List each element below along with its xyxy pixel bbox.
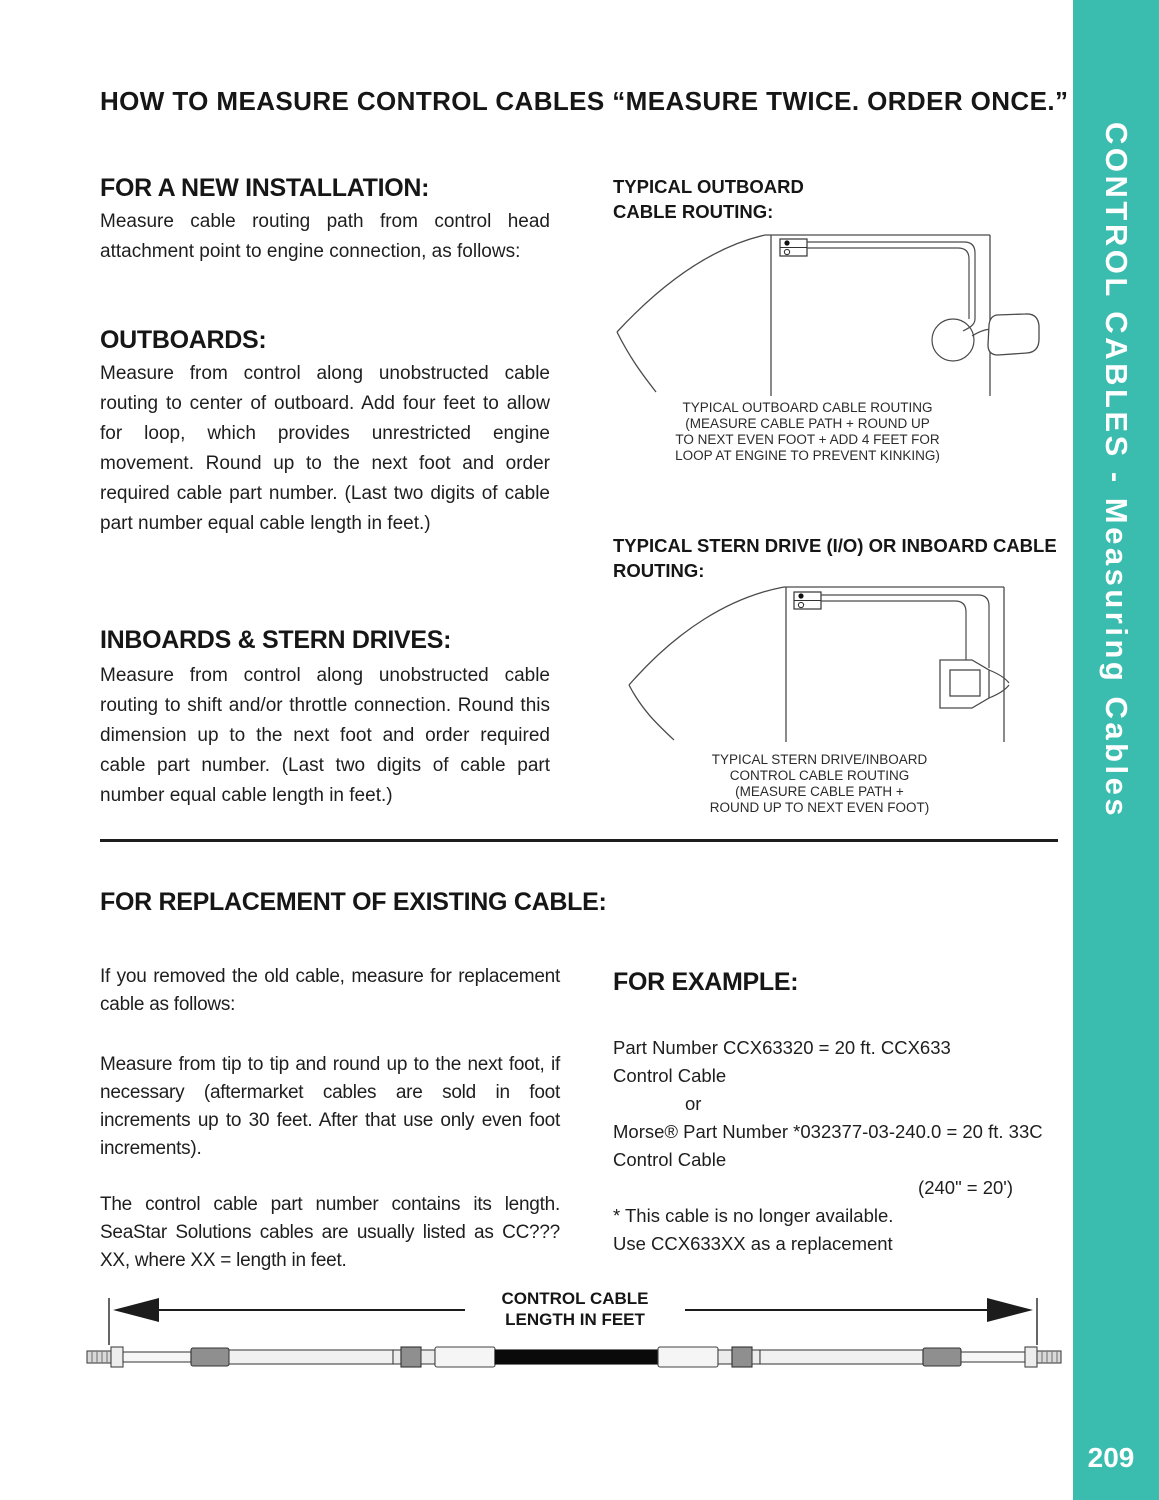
outboard-routing-diagram [612,226,1048,400]
inboards-body: Measure from control along unobstructed cable routing to shift and/or throttle connection. Round this dimension up to the next foot and order required cable part number. (Last two digits of cable part number equal cable length in feet.) [100,665,550,806]
cable-length-label [465,1288,685,1330]
caption-line: TO NEXT EVEN FOOT + ADD 4 FEET FOR [675,432,940,447]
replacement-para-3: The control cable part number contains its length. SeaStar Solutions cables are usually listed as CC???XX, where XX = length in feet. [100,1194,560,1271]
example-replacement-note: Use CCX633XX as a replacement [613,1233,893,1254]
outboard-diagram-caption [640,400,975,464]
example-cable-name: Control Cable [613,1149,727,1170]
caption-line: (MEASURE CABLE PATH + [735,784,904,799]
inboards-heading: INBOARDS & STERN DRIVES: [100,626,452,654]
section-divider [100,839,1058,842]
outboard-routing-label: TYPICAL OUTBOARD CABLE ROUTING: [613,176,804,222]
caption-line: LOOP AT ENGINE TO PREVENT KINKING) [675,448,940,463]
outboard-motor [988,314,1039,355]
example-cable-name: Control Cable [613,1065,727,1086]
cable-routing-path [821,595,989,670]
example-part-number: Part Number CCX63320 = 20 ft. CCX633 [613,1037,951,1058]
stern-drive-unit [989,670,1009,698]
page-title: HOW TO MEASURE CONTROL CABLES “MEASURE TWICE. ORDER ONCE.” [100,86,1069,116]
inboard-engine [940,660,989,708]
cable-routing-path [807,242,994,361]
replacement-para-1: If you removed the old cable, measure for replacement cable as follows: [100,966,560,1015]
caption-line: CONTROL CABLE ROUTING [729,768,910,783]
stern-drive-routing-diagram [612,582,1052,750]
section-tab-bar [1073,0,1159,1500]
caption-line: TYPICAL STERN DRIVE/INBOARD [711,752,928,767]
stern-drive-diagram-caption [677,752,962,816]
example-block [613,1034,1043,1258]
example-morse-part-number: Morse® Part Number *032377-03-240.0 = 20 ft. 33C [613,1121,1043,1142]
outboards-heading: OUTBOARDS: [100,326,267,354]
cable-length-label-line2: LENGTH IN FEET [505,1310,645,1329]
example-conversion: (240" = 20') [918,1177,1013,1198]
control-head [780,239,807,256]
caption-line: TYPICAL OUTBOARD CABLE ROUTING [682,400,933,415]
example-heading: FOR EXAMPLE: [613,968,799,996]
outboards-body: Measure from control along unobstructed cable routing to center of outboard. Add four feet to allow for loop, which provides unrestricted engine movement. Round up to the next foot and order required cable part number. (Last two digits of cable part number equal cable length in feet.) [100,363,550,534]
new-installation-body: Measure cable routing path from control head attachment point to engine connection, as follows: [100,211,550,262]
new-installation-heading: FOR A NEW INSTALLATION: [100,174,430,202]
control-cable-drawing [87,1347,1061,1367]
sidebar-title-wrap [1073,122,1159,892]
example-footnote: * This cable is no longer available. [613,1205,894,1226]
sidebar-section-title: CONTROL CABLES - Measuring Cables [1099,122,1134,820]
control-head [794,592,821,609]
boat-hull [617,235,990,396]
cable-length-label-line1: CONTROL CABLE [501,1289,649,1308]
replacement-heading: FOR REPLACEMENT OF EXISTING CABLE: [100,888,607,916]
caption-line: ROUND UP TO NEXT EVEN FOOT) [709,800,930,815]
page-number: 209 [1087,1442,1135,1473]
replacement-para-2: Measure from tip to tip and round up to the next foot, if necessary (aftermarket cables are sold in foot increments up to 30 feet. After that use only even foot increments). [100,1054,560,1159]
caption-line: (MEASURE CABLE PATH + ROUND UP [685,416,930,431]
example-or: or [685,1093,702,1114]
stern-drive-routing-label: TYPICAL STERN DRIVE (I/O) OR INBOARD CABLE ROUTING: [613,535,1057,581]
